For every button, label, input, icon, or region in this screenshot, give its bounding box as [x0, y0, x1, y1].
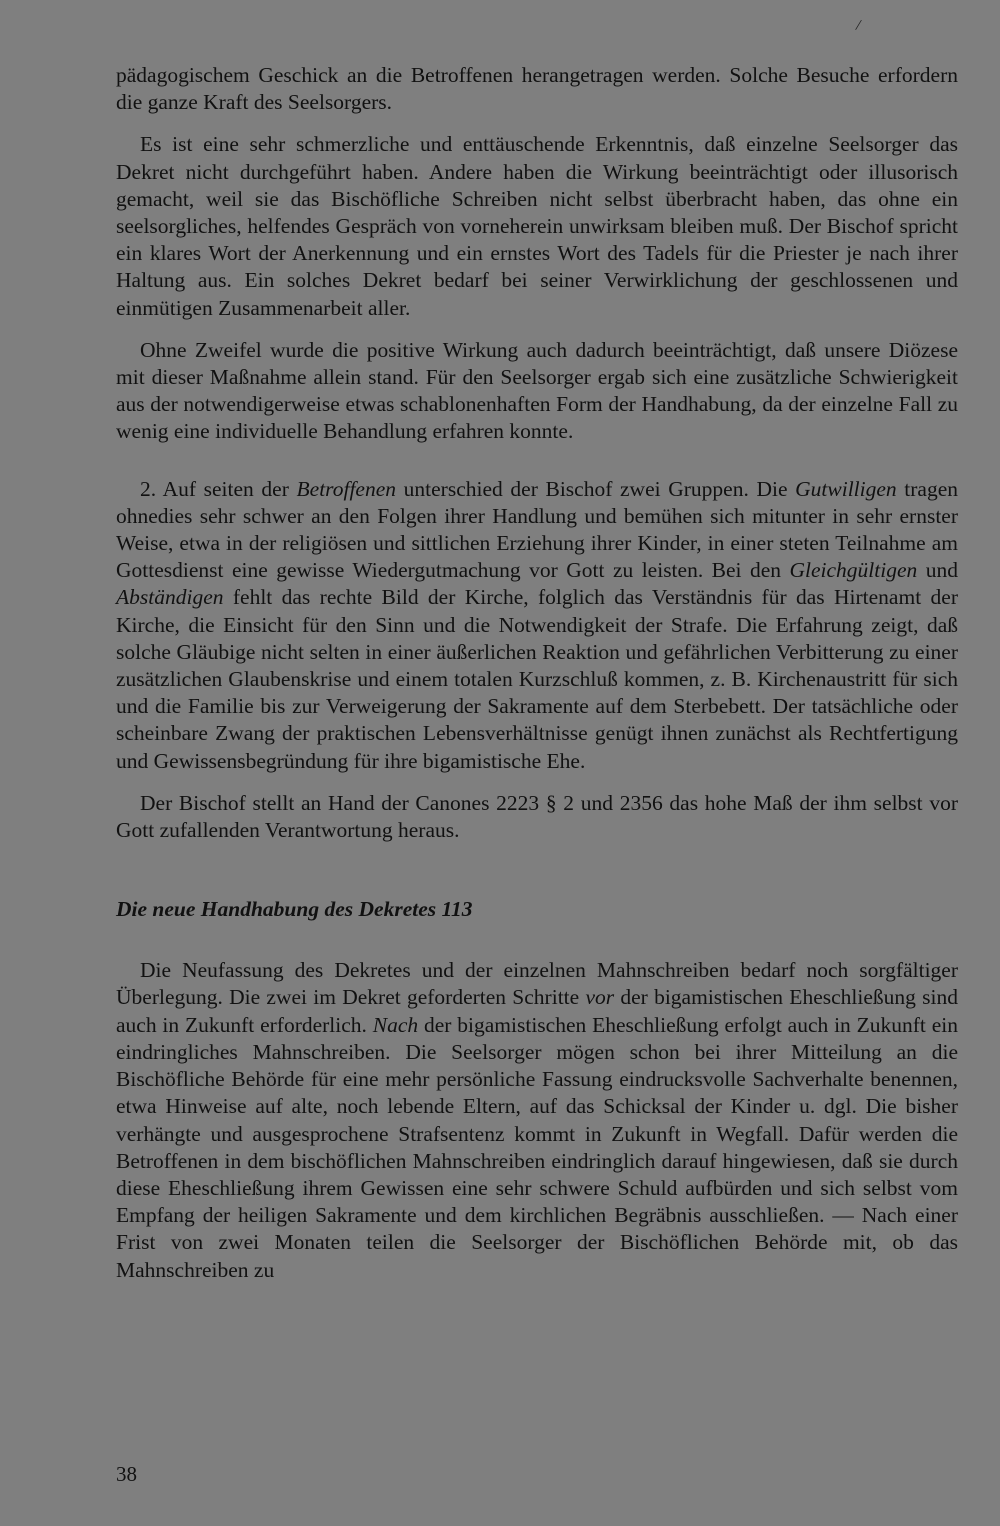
- section-2-text-5: fehlt das rechte Bild der Kirche, folglich das Verständnis für das Hirtenamt der Kirche, die Einsicht für den Sinn und die Notwendigkeit der Strafe. Die Erfahrung zeigt, daß solche Gläubige nicht selten in einer äußerlichen Reaktion und gefährlichen Verbitterung zu einer zusätzlichen Glaubenskrise und einem totalen Kurzschluß kommen, z. B. Kirchenaustritt für sich und die Familie bis zur Verweigerung der Sakramente auf dem Sterbebett. Der tatsächliche oder scheinbare Zwang der praktischen Lebensverhältnisse genügt ihnen zunächst als Rechtfertigung und Gewissensbegründung für ihre bigamistische Ehe.: [116, 585, 958, 773]
- paragraph-canones: Der Bischof stellt an Hand der Canones 2223 § 2 und 2356 das hohe Maß der ihm selbst vor Gott zufallenden Verantwortung heraus.: [116, 790, 958, 843]
- final-text-2: der bigamistischen Eheschließung sind auch in Zukunft erforderlich.: [116, 985, 958, 1037]
- term-betroffenen: Betroffenen: [296, 476, 397, 501]
- section-heading: Die neue Handhabung des Dekretes 113: [116, 897, 473, 922]
- final-text-3: der bigamistischen Eheschließung erfolgt auch in Zukunft ein eindringliches Mahnschreiben. Die Seelsorger mögen schon bei ihrer Mitteilung an die Bischöfliche Behörde für eine mehr persönliche Fassung eindrucksvolle Sachverhalte benennen, etwa Hinweise auf alte, noch lebende Eltern, auf das Schicksal der Kinder u. dgl. Die bisher verhängte und ausgesprochene Strafsentenz kommt in Zukunft in Wegfall. Dafür werden die Betroffenen in dem bischöflichen Mahnschreiben eindringlich darauf hingewiesen, daß sie durch diese Eheschließung ihrem Gewissen eine sehr schwere Schuld aufbürden und sich selbst vom Empfang der heiligen Sakramente und dem kirchlichen Begräbnis ausschließen. — Nach einer Frist von zwei Monaten teilen die Seelsorger der Bischöflichen Behörde mit, ob das Mahnschreiben zu: [116, 1012, 958, 1282]
- term-vor: vor: [585, 985, 615, 1010]
- paragraph-3: Ohne Zweifel wurde die positive Wirkung auch dadurch beeinträchtigt, daß unsere Diözese mit dieser Maßnahme allein stand. Für den Seelsorger ergab sich eine zusätzliche Schwierigkeit aus der notwendigerweise etwas schablonenhaften Form der Handhabung, da der einzelne Fall zu wenig eine individuelle Behandlung erfahren konnte.: [116, 337, 958, 444]
- term-gleichgueltigen: Gleichgültigen: [789, 558, 918, 583]
- paragraph-1: pädagogischem Geschick an die Betroffenen herangetragen werden. Solche Besuche erfordern die ganze Kraft des Seelsorgers.: [116, 63, 958, 115]
- section-2-text-3: tragen ohnedies sehr schwer an den Folgen ihrer Handlung und bemühen sich mitunter in sehr ernster Weise, etwa in der religiösen und sittlichen Erziehung ihrer Kinder, in einer steten Teilnahme am Gottesdienst eine gewisse Wiedergutmachung vor Gott zu leisten. Bei den: [116, 476, 959, 583]
- margin-mark: /: [854, 16, 863, 35]
- section-2-text-4: und: [917, 558, 958, 583]
- paragraph-neufassung: [116, 957, 958, 1283]
- term-gutwilligen: Gutwilligen: [795, 476, 897, 501]
- paragraph-2: Es ist eine sehr schmerzliche und enttäuschende Erkenntnis, daß einzelne Seelsorger das Dekret nicht durchgeführt haben. Andere haben die Wirkung beeinträchtigt oder illusorisch gemacht, weil sie das Bischöfliche Schreiben nicht selbst überbracht haben, das ohne ein seelsorgliches, helfendes Gespräch von vorneherein unwirksam bleiben muß. Der Bischof spricht ein klares Wort der Anerkennung und ein ernstes Wort des Tadels für die Priester je nach ihrer Haltung aus. Ein solches Dekret bedarf bei seiner Verwirklichung der geschlossenen und einmütigen Zusammenarbeit aller.: [116, 132, 958, 320]
- section-2-text-1: 2. Auf seiten der: [140, 476, 297, 501]
- final-text-1: Die Neufassung des Dekretes und der einzelnen Mahnschreiben bedarf noch sorgfältiger Überlegung. Die zwei im Dekret geforderten Schritte: [116, 958, 958, 1010]
- term-nach: Nach: [372, 1012, 419, 1037]
- page-number: 38: [116, 1462, 137, 1486]
- term-abstaendigen: Abständigen: [116, 585, 224, 610]
- section-2-text-2: unterschied der Bischof zwei Gruppen. Die: [396, 476, 796, 501]
- paragraph-section-2: [116, 476, 958, 775]
- page-text-block: [116, 62, 958, 1284]
